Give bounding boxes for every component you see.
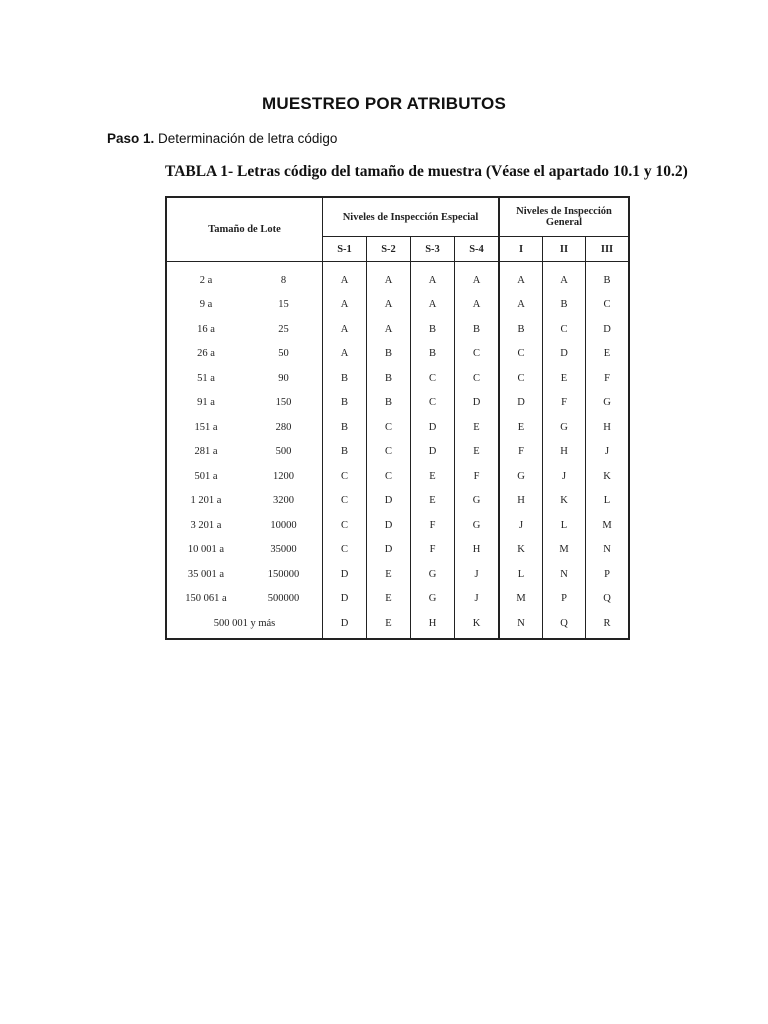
code-letter-cell: Q: [586, 587, 630, 612]
code-letter-cell: L: [543, 513, 586, 538]
code-letter-cell: A: [367, 317, 411, 342]
column-header: S-2: [367, 237, 411, 262]
header-special-levels: Niveles de Inspección Especial: [323, 197, 500, 237]
lot-to: 150: [275, 397, 292, 409]
lot-to: 500: [275, 446, 292, 458]
code-letter-cell: A: [411, 293, 455, 318]
header-lot-size: Tamaño de Lote: [166, 197, 323, 262]
code-letter-cell: B: [340, 397, 348, 409]
lot-size-cell: [166, 262, 323, 293]
lot-size-cell: [166, 366, 323, 391]
code-letter-cell: B: [586, 262, 630, 293]
column-header: S-1: [323, 237, 367, 262]
code-letter-cell: K: [586, 464, 630, 489]
page-title: MUESTREO POR ATRIBUTOS: [262, 94, 506, 113]
code-letter-cell: B: [340, 372, 348, 384]
lot-size-cell: [166, 415, 323, 440]
code-letter-cell: R: [586, 611, 630, 639]
code-letter-cell: D: [367, 489, 411, 514]
lot-size-cell: [166, 317, 323, 342]
table-row: [166, 464, 629, 489]
lot-size-cell: [166, 611, 323, 639]
lot-size-cell: [166, 293, 323, 318]
code-letter-cell: A: [411, 262, 455, 293]
lot-to: 8: [280, 274, 287, 286]
code-letter-cell: C: [340, 495, 348, 507]
lot-size-cell: [166, 513, 323, 538]
code-letter-cell: B: [367, 391, 411, 416]
lot-to: 15: [278, 299, 289, 311]
table-row: [166, 538, 629, 563]
code-letter-cell: D: [411, 440, 455, 465]
code-letter-cell: A: [455, 262, 500, 293]
code-letter-cell: J: [455, 562, 500, 587]
lot-from: 150 061 a: [185, 593, 227, 605]
code-letter-cell: F: [455, 464, 500, 489]
lot-from: 151 a: [194, 421, 218, 433]
code-letter-cell: B: [340, 421, 348, 433]
code-letter-cell: A: [543, 262, 586, 293]
table-row: [166, 317, 629, 342]
table-row: [166, 440, 629, 465]
code-letter-cell: C: [340, 544, 348, 556]
code-letter-cell: E: [543, 366, 586, 391]
column-header: S-4: [455, 237, 500, 262]
step-paragraph: [107, 131, 337, 146]
code-letter-cell: B: [340, 446, 348, 458]
code-letter-cell: G: [586, 391, 630, 416]
code-letter-cell: M: [543, 538, 586, 563]
code-letter-cell: C: [455, 366, 500, 391]
code-letter-cell: E: [411, 489, 455, 514]
lot-from: 10 001 a: [187, 544, 225, 556]
table-row: [166, 489, 629, 514]
code-letter-cell: A: [340, 274, 349, 286]
lot-to: 280: [275, 421, 292, 433]
lot-from: 35 001 a: [187, 568, 225, 580]
code-letter-cell: E: [499, 415, 543, 440]
table-title: TABLA 1- Letras código del tamaño de muestra (Véase el apartado 10.1 y 10.2): [165, 163, 688, 180]
code-letter-cell: M: [499, 587, 543, 612]
code-letter-cell: K: [499, 538, 543, 563]
code-letter-cell: J: [455, 587, 500, 612]
lot-to: 150000: [267, 568, 300, 580]
code-letter-cell: E: [455, 415, 500, 440]
code-letter-cell: C: [340, 519, 348, 531]
code-letter-cell: D: [499, 391, 543, 416]
column-header: I: [499, 237, 543, 262]
code-letter-cell: E: [411, 464, 455, 489]
lot-to: 35000: [270, 544, 297, 556]
table-row: [166, 391, 629, 416]
code-letter-cell: B: [367, 366, 411, 391]
code-letter-cell: B: [411, 342, 455, 367]
lot-size-cell: [166, 391, 323, 416]
code-letter-cell: D: [455, 391, 500, 416]
lot-to: 90: [278, 372, 289, 384]
code-letter-cell: N: [543, 562, 586, 587]
code-letter-cell: P: [543, 587, 586, 612]
code-letter-cell: A: [367, 293, 411, 318]
code-letter-cell: H: [586, 415, 630, 440]
code-letter-cell: E: [367, 611, 411, 639]
code-letter-cell: E: [455, 440, 500, 465]
lot-size-cell: [166, 342, 323, 367]
table-row: [166, 513, 629, 538]
column-header: III: [586, 237, 630, 262]
lot-from: 51 a: [197, 372, 215, 384]
code-letter-cell: J: [543, 464, 586, 489]
lot-from: 16 a: [197, 323, 215, 335]
lot-size-cell: [166, 464, 323, 489]
code-letter-cell: C: [499, 366, 543, 391]
code-letter-cell: A: [340, 299, 349, 311]
lot-from: 3 201 a: [190, 519, 222, 531]
code-letter-cell: Q: [543, 611, 586, 639]
code-letter-cell: D: [543, 342, 586, 367]
column-header: II: [543, 237, 586, 262]
lot-to: 3200: [273, 495, 294, 507]
code-letter-table: [165, 196, 630, 640]
code-letter-cell: E: [586, 342, 630, 367]
code-letter-cell: B: [455, 317, 500, 342]
code-letter-cell: N: [586, 538, 630, 563]
code-letter-cell: G: [411, 587, 455, 612]
code-letter-cell: H: [455, 538, 500, 563]
code-letter-cell: H: [411, 611, 455, 639]
code-letter-cell: G: [455, 513, 500, 538]
code-letter-cell: B: [543, 293, 586, 318]
code-letter-cell: G: [499, 464, 543, 489]
table-row: [166, 611, 629, 639]
step-text: Determinación de letra código: [154, 131, 338, 146]
code-letter-cell: J: [586, 440, 630, 465]
code-letter-cell: P: [586, 562, 630, 587]
lot-from: 501 a: [194, 470, 218, 482]
code-letter-cell: G: [411, 562, 455, 587]
code-letter-cell: H: [499, 489, 543, 514]
code-letter-cell: C: [499, 342, 543, 367]
code-letter-cell: D: [340, 593, 349, 605]
lot-from: 2 a: [199, 274, 213, 286]
code-letter-cell: B: [499, 317, 543, 342]
code-letter-cell: D: [411, 415, 455, 440]
lot-size-cell: [166, 562, 323, 587]
header-general-levels: Niveles de Inspección General: [499, 197, 629, 237]
code-letter-cell: L: [586, 489, 630, 514]
table-row: [166, 262, 629, 293]
code-letter-cell: C: [340, 470, 348, 482]
lot-to: 1200: [273, 470, 294, 482]
column-header: S-3: [411, 237, 455, 262]
code-letter-cell: C: [367, 440, 411, 465]
code-letter-cell: C: [455, 342, 500, 367]
code-letter-cell: A: [367, 262, 411, 293]
table-row: [166, 342, 629, 367]
code-letter-cell: A: [499, 293, 543, 318]
code-letter-cell: F: [586, 366, 630, 391]
code-letter-cell: C: [411, 391, 455, 416]
code-letter-cell: B: [411, 317, 455, 342]
code-letter-cell: C: [411, 366, 455, 391]
code-letter-cell: C: [367, 464, 411, 489]
lot-from: 26 a: [197, 348, 215, 360]
code-letter-cell: C: [543, 317, 586, 342]
code-letter-cell: A: [499, 262, 543, 293]
code-letter-cell: B: [367, 342, 411, 367]
code-letter-cell: K: [543, 489, 586, 514]
lot-size-cell: [166, 440, 323, 465]
code-letter-cell: K: [455, 611, 500, 639]
lot-from: 9 a: [199, 299, 213, 311]
code-letter-cell: F: [543, 391, 586, 416]
code-letter-cell: D: [340, 617, 349, 629]
table-row: [166, 562, 629, 587]
table-row: [166, 293, 629, 318]
code-letter-cell: F: [499, 440, 543, 465]
lot-to: 25: [278, 323, 289, 335]
code-letter-cell: H: [543, 440, 586, 465]
lot-from: 500 001 y más: [213, 617, 276, 629]
code-letter-cell: E: [367, 562, 411, 587]
lot-to: 500000: [267, 593, 300, 605]
lot-from: 281 a: [194, 446, 218, 458]
code-letter-cell: L: [499, 562, 543, 587]
lot-from: 91 a: [197, 397, 215, 409]
code-letter-cell: F: [411, 538, 455, 563]
code-letter-cell: C: [586, 293, 630, 318]
code-letter-cell: D: [340, 568, 349, 580]
code-letter-cell: D: [367, 538, 411, 563]
lot-to: 10000: [270, 519, 297, 531]
lot-size-cell: [166, 489, 323, 514]
code-letter-cell: E: [367, 587, 411, 612]
code-letter-cell: N: [499, 611, 543, 639]
code-letter-cell: D: [586, 317, 630, 342]
lot-size-cell: [166, 538, 323, 563]
step-label: Paso 1.: [107, 131, 155, 146]
code-letter-cell: M: [586, 513, 630, 538]
code-letter-cell: J: [499, 513, 543, 538]
lot-size-cell: [166, 587, 323, 612]
lot-to: 50: [278, 348, 289, 360]
code-letter-cell: G: [543, 415, 586, 440]
lot-from: 1 201 a: [190, 495, 222, 507]
code-letter-cell: F: [411, 513, 455, 538]
code-letter-cell: A: [340, 348, 349, 360]
code-letter-cell: A: [455, 293, 500, 318]
code-letter-cell: G: [455, 489, 500, 514]
code-letter-cell: D: [367, 513, 411, 538]
table-row: [166, 415, 629, 440]
table-row: [166, 587, 629, 612]
code-letter-cell: A: [340, 323, 349, 335]
code-letter-cell: C: [367, 415, 411, 440]
table-row: [166, 366, 629, 391]
